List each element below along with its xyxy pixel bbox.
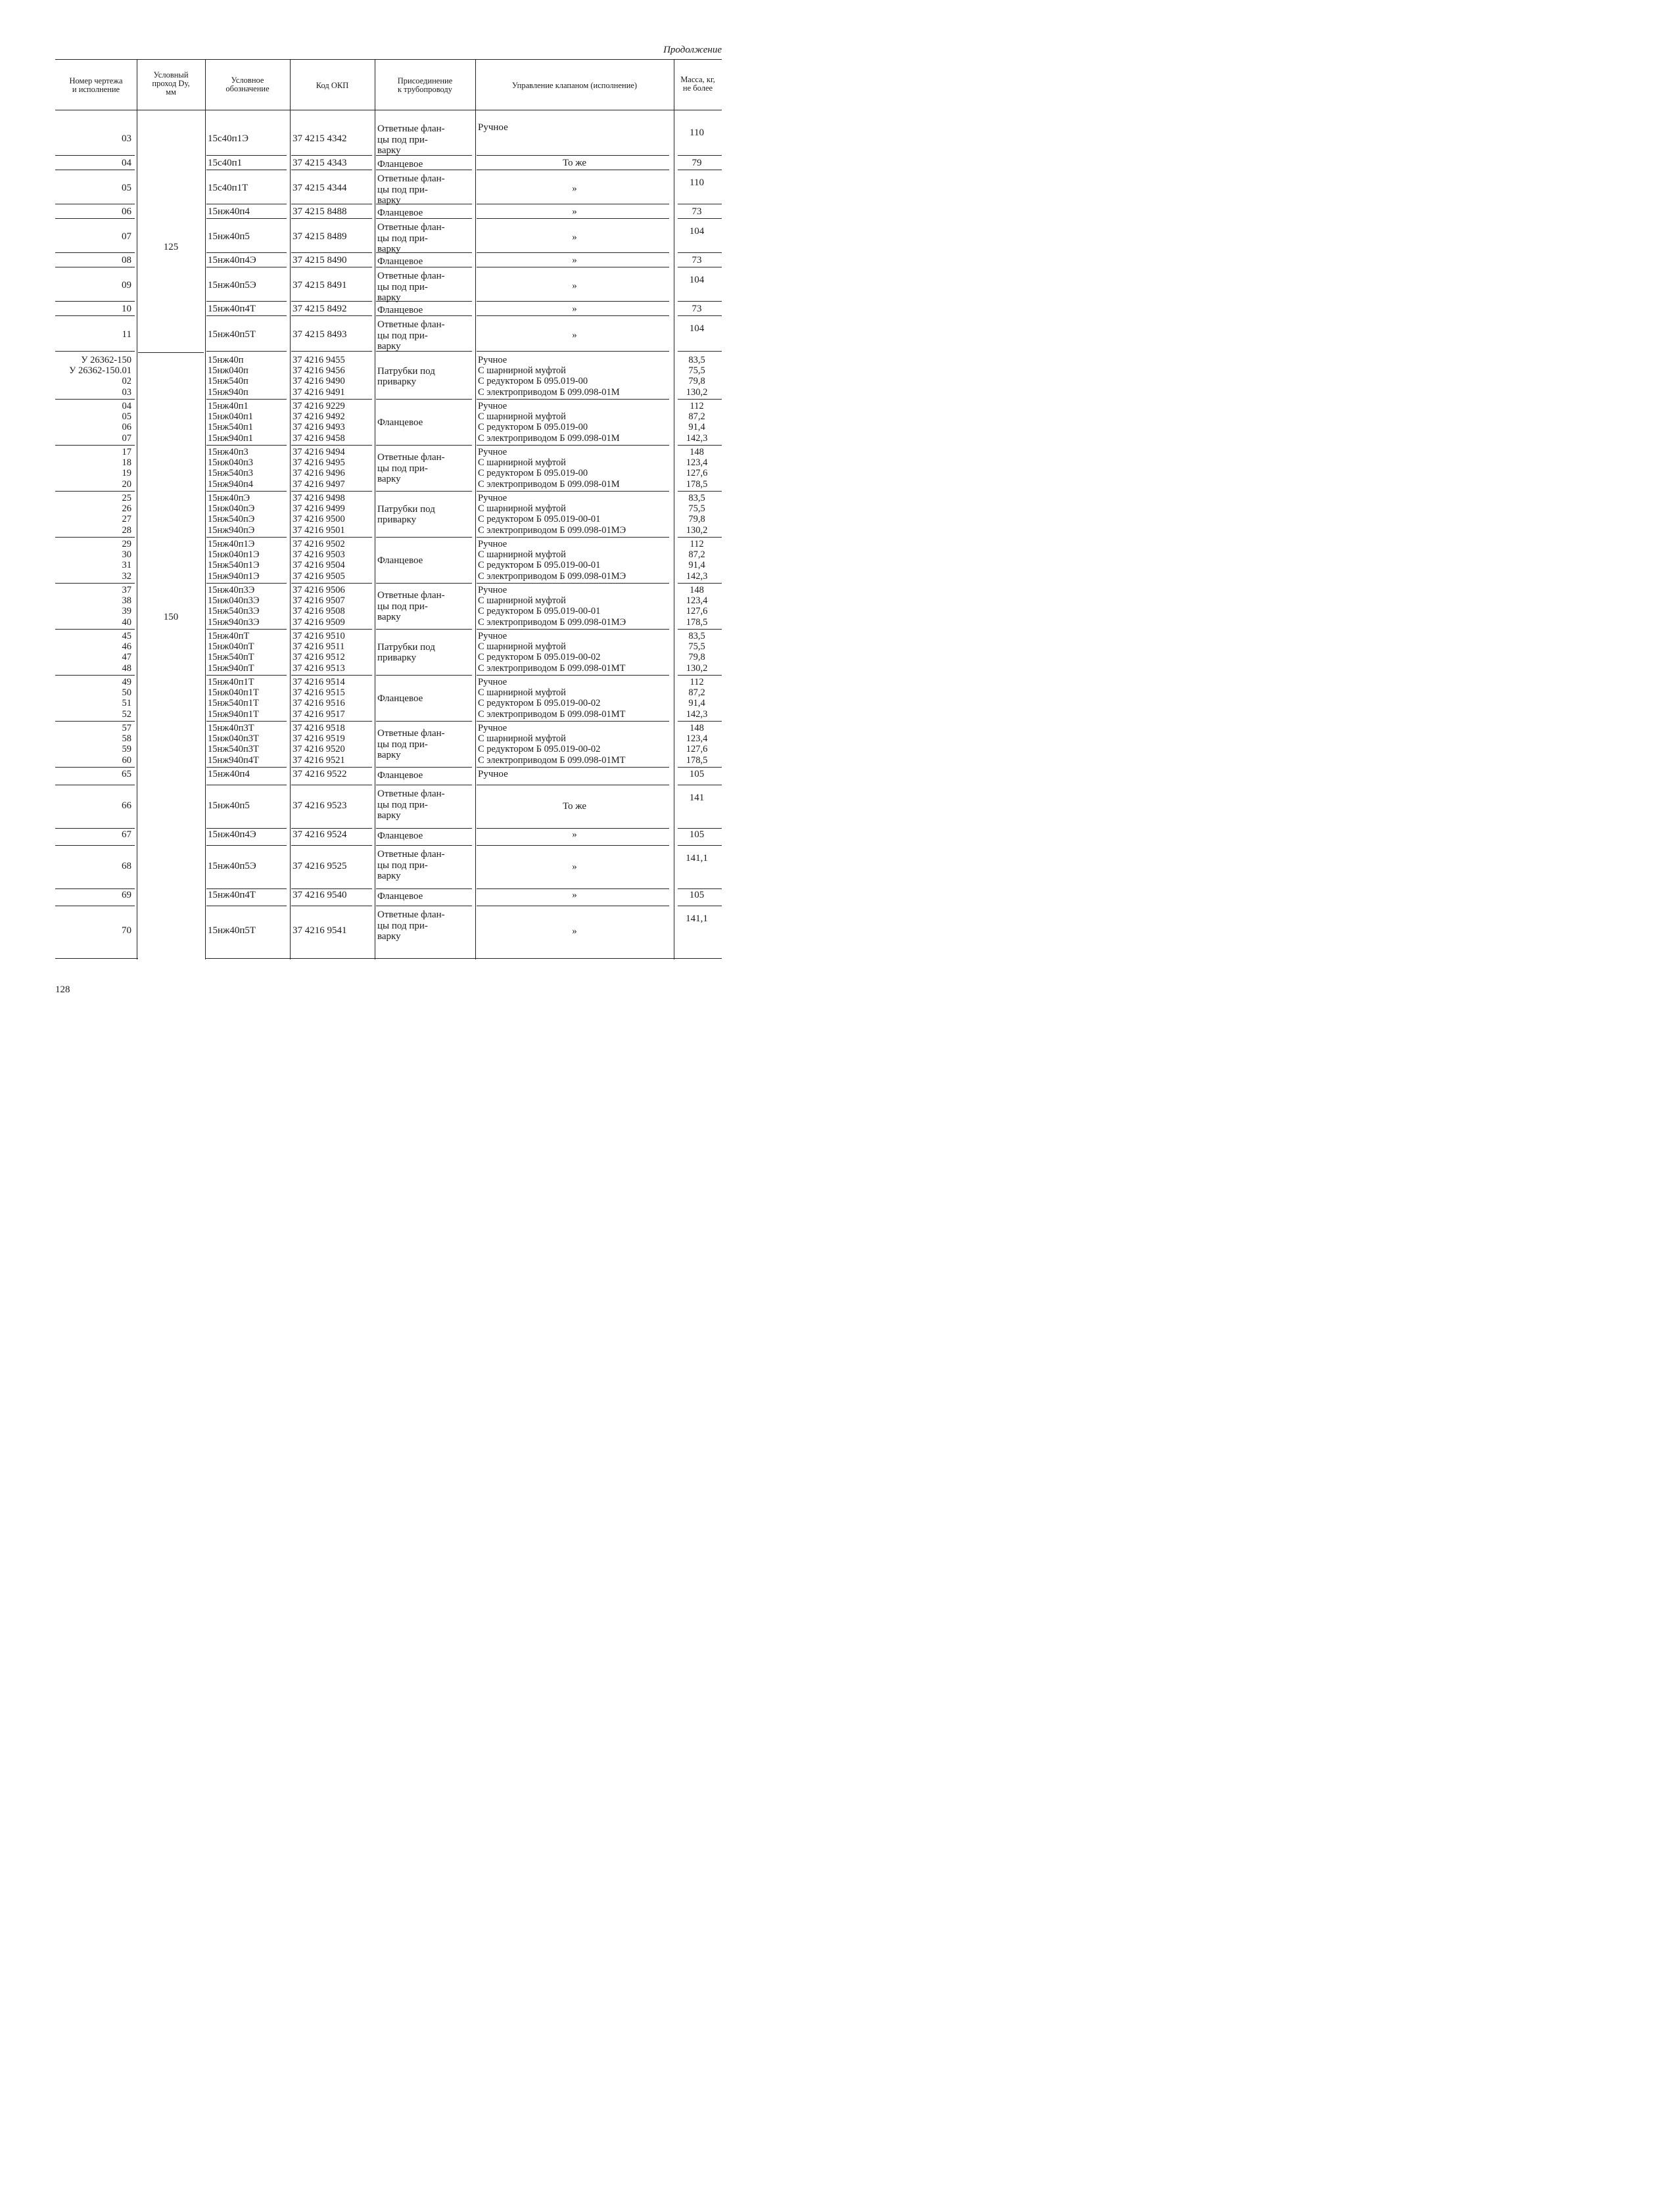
row-rule <box>376 252 472 253</box>
group-num: У 26362-150 У 26362-150.01 02 03 <box>69 355 131 398</box>
group-rule <box>206 491 287 492</box>
single-num: 07 <box>122 231 131 242</box>
bottom-num: 66 <box>122 800 131 811</box>
group-num: 29 30 31 32 <box>122 539 131 582</box>
group-ctrl: Ручное С шарнирной муфтой С редуктором Б 095.019-00 С электроприводом Б 099.098-01М <box>478 447 620 490</box>
row-rule <box>376 351 472 352</box>
row-rule <box>291 218 372 219</box>
row-rule <box>376 315 472 316</box>
group-rule <box>477 399 669 400</box>
group-rule <box>55 491 135 492</box>
bottom-des: 15нж40п5Э <box>208 861 256 871</box>
group-rule <box>55 629 135 630</box>
group-rule <box>206 445 287 446</box>
group-code: 37 4216 9498 37 4216 9499 37 4216 9500 37 4216 9501 <box>293 493 345 536</box>
single-des: 15нж40п5 <box>208 231 250 242</box>
row-rule <box>376 218 472 219</box>
group-ctrl: Ручное С шарнирной муфтой С редуктором Б 095.019-00-02 С электроприводом Б 099.098-01МТ <box>478 677 626 720</box>
single-ctrl: » <box>572 255 577 265</box>
row-rule <box>291 845 372 846</box>
row-rule <box>678 218 722 219</box>
column-divider <box>205 59 206 959</box>
single-mass: 73 <box>692 255 702 265</box>
row-rule <box>678 155 722 156</box>
group-rule <box>55 399 135 400</box>
group-mass: 112 87,2 91,4 142,3 <box>686 539 708 582</box>
group-mass: 112 87,2 91,4 142,3 <box>686 677 708 720</box>
row-rule <box>206 252 287 253</box>
single-conn: Фланцевое <box>377 305 423 315</box>
group-conn: Патрубки под приварку <box>377 365 435 387</box>
group-code: 37 4216 9229 37 4216 9492 37 4216 9493 37 4216 9458 <box>293 401 345 444</box>
row-rule <box>477 828 669 829</box>
single-ctrl: » <box>572 281 577 291</box>
group-conn: Фланцевое <box>377 693 423 704</box>
group-mass: 148 123,4 127,6 178,5 <box>686 585 708 628</box>
column-divider <box>475 59 476 959</box>
bottom-conn: Ответные флан- цы под при- варку <box>377 789 445 821</box>
group-ctrl: Ручное С шарнирной муфтой С редуктором Б 095.019-00 С электроприводом Б 099.098-01М <box>478 355 620 398</box>
group-mass: 148 123,4 127,6 178,5 <box>686 723 708 766</box>
bottom-num: 69 <box>122 890 131 900</box>
row-rule <box>678 828 722 829</box>
group-rule <box>678 399 722 400</box>
group-rule <box>206 537 287 538</box>
bottom-des: 15нж40п5 <box>208 800 250 811</box>
group-des: 15нж40п3 15нж040п3 15нж540п3 15нж940п4 <box>208 447 254 490</box>
single-num: 08 <box>122 255 131 265</box>
bottom-conn: Фланцевое <box>377 891 423 902</box>
single-mass: 110 <box>690 127 704 138</box>
row-rule <box>55 351 135 352</box>
single-code: 37 4215 8493 <box>293 329 347 340</box>
col-header-control: Управление клапаном (исполнение) <box>511 81 638 90</box>
group-rule <box>678 445 722 446</box>
single-mass: 73 <box>692 206 702 217</box>
page-number: 128 <box>55 984 70 995</box>
group-code: 37 4216 9518 37 4216 9519 37 4216 9520 37 4216 9521 <box>293 723 345 766</box>
group-rule <box>55 767 135 768</box>
group-conn: Фланцевое <box>377 417 423 428</box>
single-mass: 73 <box>692 304 702 314</box>
bottom-conn: Фланцевое <box>377 831 423 841</box>
bottom-mass: 141,1 <box>686 853 708 864</box>
single-mass: 110 <box>690 177 704 188</box>
single-num: 09 <box>122 280 131 290</box>
group-conn: Патрубки под приварку <box>377 641 435 663</box>
group-rule <box>291 583 372 584</box>
row-rule <box>291 828 372 829</box>
row-rule <box>291 315 372 316</box>
group-rule <box>678 491 722 492</box>
row-rule <box>55 155 135 156</box>
row-rule <box>55 301 135 302</box>
group-conn: Ответные флан- цы под при- варку <box>377 590 445 623</box>
bottom-num: 70 <box>122 925 131 936</box>
group-rule <box>376 445 472 446</box>
row-rule <box>477 845 669 846</box>
single-ctrl: » <box>572 183 577 194</box>
col-header-connection: Присоединение к трубопроводу <box>397 76 453 94</box>
row-rule <box>55 252 135 253</box>
group-rule <box>376 537 472 538</box>
bottom-code: 37 4216 9541 <box>293 925 347 936</box>
group-conn: Фланцевое <box>377 555 423 566</box>
row-rule <box>376 301 472 302</box>
row-rule <box>477 351 669 352</box>
row-rule <box>678 351 722 352</box>
group-ctrl: Ручное С шарнирной муфтой С редуктором Б 095.019-00 С электроприводом Б 099.098-01М <box>478 401 620 444</box>
group-rule <box>376 721 472 722</box>
bottom-ctrl: » <box>572 829 577 840</box>
single-code: 37 4215 8488 <box>293 206 347 217</box>
row-rule <box>206 351 287 352</box>
row-rule <box>206 315 287 316</box>
group-des: 15нж40п1 15нж040п1 15нж540п1 15нж940п1 <box>208 401 254 444</box>
row-rule <box>206 218 287 219</box>
group-mass: 148 123,4 127,6 178,5 <box>686 447 708 490</box>
group-rule <box>291 629 372 630</box>
row-rule <box>55 315 135 316</box>
single-num: 10 <box>122 304 131 314</box>
single-num: 05 <box>122 183 131 193</box>
group-des: 15нж40пТ 15нж040пТ 15нж540пТ 15нж940пТ <box>208 631 254 674</box>
col-header-nominal-size: Условный проход Dу, мм <box>152 70 190 97</box>
single-des: 15нж40п4Т <box>208 304 256 314</box>
single-ctrl: Ручное <box>478 122 508 133</box>
bottom-mass: 141,1 <box>686 913 708 924</box>
row-rule <box>206 828 287 829</box>
bottom-mass: 105 <box>689 890 705 900</box>
group-rule <box>477 767 669 768</box>
row-rule <box>678 252 722 253</box>
group-rule <box>678 721 722 722</box>
col-header-designation: Условное обозначение <box>225 76 270 93</box>
single-code: 37 4215 4342 <box>293 133 347 144</box>
group-rule <box>477 583 669 584</box>
group-conn: Патрубки под приварку <box>377 503 435 525</box>
bottom-mass: 141 <box>689 793 705 803</box>
group-rule <box>291 767 372 768</box>
group-rule <box>376 767 472 768</box>
row-rule <box>477 218 669 219</box>
bottom-des: 15нж40п4Э <box>208 829 256 840</box>
row-rule <box>55 845 135 846</box>
group-rule <box>291 399 372 400</box>
row-rule <box>678 315 722 316</box>
group-des: 15нж40п1Э 15нж040п1Э 15нж540п1Э 15нж940п1Э <box>208 539 260 582</box>
single-des: 15нж40п5Э <box>208 280 256 290</box>
single-conn: Фланцевое <box>377 208 423 218</box>
group-num: 17 18 19 20 <box>122 447 131 490</box>
group-rule <box>206 675 287 676</box>
group-rule <box>376 399 472 400</box>
row-rule <box>55 888 135 889</box>
single-num: 11 <box>122 329 131 340</box>
row-rule <box>291 301 372 302</box>
row-rule <box>477 252 669 253</box>
row-rule <box>376 888 472 889</box>
row-rule <box>206 845 287 846</box>
group-code: 37 4216 9494 37 4216 9495 37 4216 9496 37 4216 9497 <box>293 447 345 490</box>
row-rule <box>678 845 722 846</box>
group-rule <box>376 675 472 676</box>
group-ctrl: Ручное С шарнирной муфтой С редуктором Б 095.019-00-01 С электроприводом Б 099.098-01МЭ <box>478 585 626 628</box>
col-header-okp-code: Код ОКП <box>316 81 349 90</box>
single-des: 15нж40п4 <box>208 206 250 217</box>
single-code: 37 4215 4344 <box>293 183 347 193</box>
single-mass: 104 <box>689 323 705 334</box>
group-code: 37 4216 9514 37 4216 9515 37 4216 9516 37 4216 9517 <box>293 677 345 720</box>
row-rule <box>55 218 135 219</box>
bottom-ctrl: » <box>572 890 577 900</box>
group-rule <box>55 583 135 584</box>
group-rule <box>291 445 372 446</box>
bottom-num: 68 <box>122 861 131 871</box>
group-mass: 83,5 75,5 79,8 130,2 <box>686 355 708 398</box>
single-code: 37 4215 4343 <box>293 158 347 168</box>
row-rule <box>206 888 287 889</box>
group-ctrl: Ручное С шарнирной муфтой С редуктором Б 095.019-00-01 С электроприводом Б 099.098-01МЭ <box>478 493 626 536</box>
column-divider <box>290 59 291 959</box>
group-mass: 112 87,2 91,4 142,3 <box>686 401 708 444</box>
bottom-num: 67 <box>122 829 131 840</box>
row-rule <box>55 828 135 829</box>
col-header-drawing-number: Номер чертежа и исполнение <box>69 76 123 94</box>
row-rule <box>477 155 669 156</box>
group-conn: Ответные флан- цы под при- варку <box>377 728 445 761</box>
group-rule <box>206 767 287 768</box>
group-rule <box>206 399 287 400</box>
group-des: 15нж40п3Э 15нж040п3Э 15нж540п3Э 15нж940п3Э <box>208 585 260 628</box>
group-rule <box>291 491 372 492</box>
group-des: 15нж40п1Т 15нж040п1Т 15нж540п1Т 15нж940п1Т <box>208 677 259 720</box>
group-num: 57 58 59 60 <box>122 723 131 766</box>
continuation-label: Продолжение <box>663 45 722 55</box>
bottom-code: 37 4216 9540 <box>293 890 347 900</box>
row-rule <box>376 828 472 829</box>
group-rule <box>477 445 669 446</box>
row-rule <box>291 252 372 253</box>
single-des: 15нж40п5Т <box>208 329 256 340</box>
group-rule <box>206 721 287 722</box>
group-code: 37 4216 9506 37 4216 9507 37 4216 9508 37 4216 9509 <box>293 585 345 628</box>
single-conn: Ответные флан- цы под при- варку <box>377 124 445 156</box>
bottom-num: 65 <box>122 769 131 779</box>
group-rule <box>376 491 472 492</box>
bottom-ctrl: Ручное <box>478 769 508 779</box>
bottom-code: 37 4216 9522 <box>293 769 347 779</box>
row-rule <box>206 301 287 302</box>
single-mass: 104 <box>689 226 705 237</box>
row-rule <box>477 888 669 889</box>
group-rule <box>206 629 287 630</box>
group-ctrl: Ручное С шарнирной муфтой С редуктором Б 095.019-00-02 С электроприводом Б 099.098-01МТ <box>478 723 626 766</box>
group-rule <box>291 675 372 676</box>
single-num: 04 <box>122 158 131 168</box>
single-num: 06 <box>122 206 131 217</box>
single-conn: Ответные флан- цы под при- варку <box>377 319 445 352</box>
single-des: 15с40п1Э <box>208 133 249 144</box>
row-rule <box>477 301 669 302</box>
nominal-size-125: 125 <box>163 242 179 252</box>
row-rule <box>206 155 287 156</box>
single-ctrl: » <box>572 206 577 217</box>
bottom-ctrl: » <box>572 926 577 936</box>
single-mass: 104 <box>689 275 705 285</box>
group-rule <box>678 675 722 676</box>
single-code: 37 4215 8490 <box>293 255 347 265</box>
group-num: 04 05 06 07 <box>122 401 131 444</box>
group-num: 45 46 47 48 <box>122 631 131 674</box>
group-rule <box>291 721 372 722</box>
group-des: 15нж40п 15нж040п 15нж540п 15нж940п <box>208 355 248 398</box>
group-rule <box>376 583 472 584</box>
group-rule <box>376 629 472 630</box>
single-conn: Ответные флан- цы под при- варку <box>377 173 445 206</box>
single-mass: 79 <box>692 158 702 168</box>
group-code: 37 4216 9455 37 4216 9456 37 4216 9490 37 4216 9491 <box>293 355 345 398</box>
group-rule <box>678 537 722 538</box>
group-des: 15нж40п3Т 15нж040п3Т 15нж540п3Т 15нж940п4Т <box>208 723 259 766</box>
group-ctrl: Ручное С шарнирной муфтой С редуктором Б 095.019-00-01 С электроприводом Б 099.098-01МЭ <box>478 539 626 582</box>
group-rule <box>55 721 135 722</box>
group-code: 37 4216 9510 37 4216 9511 37 4216 9512 37 4216 9513 <box>293 631 345 674</box>
dn-divider <box>138 352 204 353</box>
bottom-ctrl: То же <box>562 801 587 812</box>
group-mass: 83,5 75,5 79,8 130,2 <box>686 631 708 674</box>
single-code: 37 4215 8492 <box>293 304 347 314</box>
single-des: 15с40п1Т <box>208 183 248 193</box>
single-conn: Фланцевое <box>377 256 423 267</box>
bottom-des: 15нж40п4 <box>208 769 250 779</box>
row-rule <box>678 301 722 302</box>
bottom-code: 37 4216 9525 <box>293 861 347 871</box>
single-conn: Ответные флан- цы под при- варку <box>377 222 445 254</box>
group-rule <box>477 537 669 538</box>
single-code: 37 4215 8489 <box>293 231 347 242</box>
header-top-rule <box>55 59 722 60</box>
bottom-code: 37 4216 9524 <box>293 829 347 840</box>
bottom-mass: 105 <box>689 769 705 779</box>
bottom-conn: Фланцевое <box>377 770 423 781</box>
nominal-size-150: 150 <box>163 612 179 622</box>
table-bottom-rule <box>205 958 722 959</box>
col-header-mass: Масса, кг, не более <box>680 75 715 93</box>
bottom-code: 37 4216 9523 <box>293 800 347 811</box>
single-des: 15нж40п4Э <box>208 255 256 265</box>
row-rule <box>376 155 472 156</box>
group-conn: Ответные флан- цы под при- варку <box>377 452 445 485</box>
row-rule <box>376 845 472 846</box>
bottom-ctrl: » <box>572 862 577 872</box>
group-num: 37 38 39 40 <box>122 585 131 628</box>
group-rule <box>678 583 722 584</box>
group-num: 25 26 27 28 <box>122 493 131 536</box>
row-rule <box>678 888 722 889</box>
bottom-des: 15нж40п4Т <box>208 890 256 900</box>
row-rule <box>291 351 372 352</box>
group-rule <box>477 675 669 676</box>
group-rule <box>206 583 287 584</box>
group-rule <box>477 721 669 722</box>
group-rule <box>55 675 135 676</box>
table-bottom-rule <box>55 958 138 959</box>
group-rule <box>477 491 669 492</box>
group-rule <box>55 445 135 446</box>
row-rule <box>291 888 372 889</box>
single-code: 37 4215 8491 <box>293 280 347 290</box>
group-num: 49 50 51 52 <box>122 677 131 720</box>
single-conn: Фланцевое <box>377 159 423 170</box>
row-rule <box>291 155 372 156</box>
bottom-conn: Ответные флан- цы под при- варку <box>377 849 445 881</box>
single-ctrl: » <box>572 304 577 314</box>
group-mass: 83,5 75,5 79,8 130,2 <box>686 493 708 536</box>
group-rule <box>55 537 135 538</box>
group-rule <box>678 767 722 768</box>
group-rule <box>291 537 372 538</box>
bottom-conn: Ответные флан- цы под при- варку <box>377 910 445 942</box>
bottom-des: 15нж40п5Т <box>208 925 256 936</box>
single-ctrl: » <box>572 330 577 340</box>
single-des: 15с40п1 <box>208 158 243 168</box>
single-ctrl: » <box>572 232 577 242</box>
group-rule <box>477 629 669 630</box>
single-num: 03 <box>122 133 131 144</box>
group-ctrl: Ручное С шарнирной муфтой С редуктором Б 095.019-00-02 С электроприводом Б 099.098-01МТ <box>478 631 626 674</box>
single-conn: Ответные флан- цы под при- варку <box>377 271 445 303</box>
bottom-mass: 105 <box>689 829 705 840</box>
row-rule <box>477 315 669 316</box>
group-rule <box>678 629 722 630</box>
single-ctrl: То же <box>562 158 587 168</box>
group-code: 37 4216 9502 37 4216 9503 37 4216 9504 37 4216 9505 <box>293 539 345 582</box>
group-des: 15нж40пЭ 15нж040пЭ 15нж540пЭ 15нж940пЭ <box>208 493 255 536</box>
